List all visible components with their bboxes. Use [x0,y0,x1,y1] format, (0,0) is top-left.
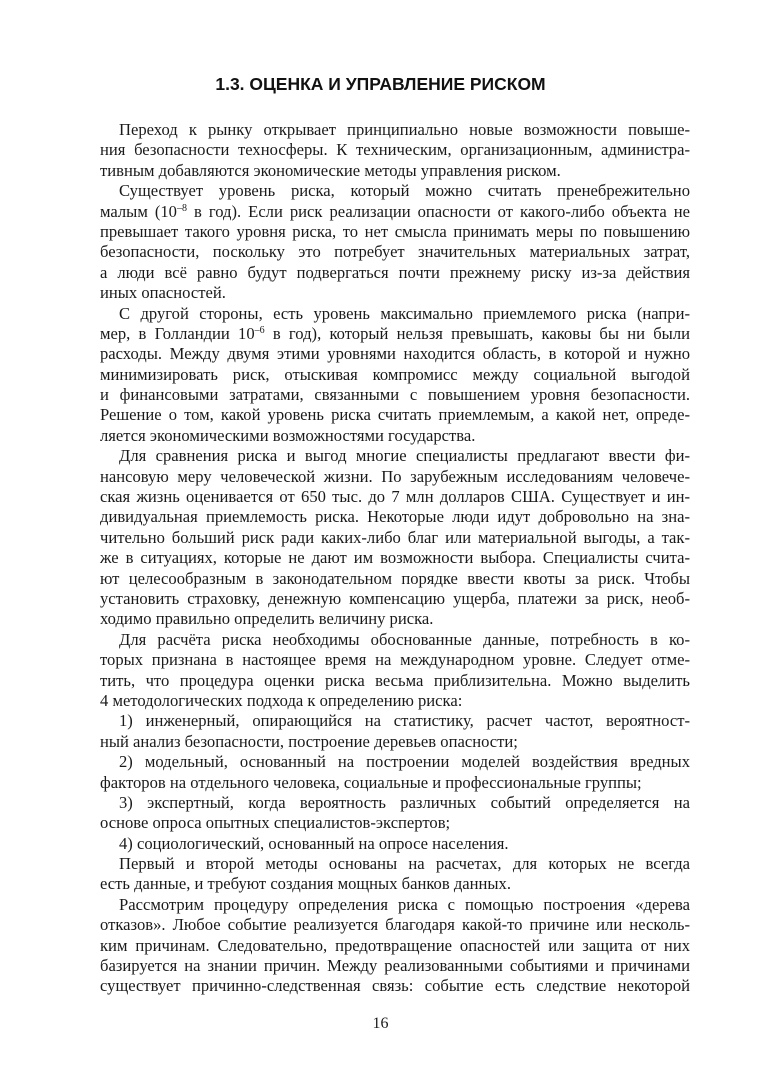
text-line: нансовую меру человеческой жизни. По зарубежным исследованиям человече- [100,466,690,486]
text-line: базируется на знании причин. Между реализованными событиями и причинами [100,956,690,976]
text-line: Переход к рынку открывает принципиально новые возможности повыше- [119,120,690,139]
text-line: безопасности, поскольку это потребует значительных материальных затрат, [100,242,690,262]
text-segment: в год), который нельзя превышать, каковы бы ни были [264,323,690,343]
text-line: 2) модельный, основанный на построении моделей воздействия вредных [119,752,690,772]
text-line: иных опасностей. [100,283,226,303]
text-line: 1) инженерный, опирающийся на статистику, расчет частот, вероятност- [119,711,690,731]
text-line: ляется экономическими возможностями государства. [100,425,476,445]
text-line: ния безопасности техносферы. К техническим, организационным, администра- [100,140,690,160]
text-line: факторов на отдельного человека, социальные и профессиональные группы; [100,772,642,792]
text-line: 4) социологический, основанный на опросе населения. [119,833,509,853]
text-line: 4 методологических подхода к определению риска: [100,690,463,710]
superscript-exponent: –6 [254,324,265,336]
text-line: дивидуальная приемлемость риска. Некоторые люди идут добровольно на зна- [100,507,690,527]
text-line: Первый и второй методы основаны на расчетах, для которых не всегда [119,854,690,874]
text-line: же в ситуациях, которые не дают им возможности выбора. Специалисты счита- [100,548,690,568]
superscript-exponent: –8 [176,202,187,214]
text-line: превышает такого уровня риска, то нет смысла принимать меры по повышению [100,221,690,241]
text-segment: мер, в Голландии 10 [100,323,255,343]
text-segment: в год). Если риск реализации опасности от какого-либо объекта не [186,201,690,221]
text-line: 3) экспертный, когда вероятность различных событий определяется на [119,792,690,812]
text-line: торых признана в настоящее время на международном уровне. Следует отме- [100,650,690,670]
text-line: чительно больший риск ради каких-либо благ или материальной выгоды, а так- [100,527,690,547]
text-line: расходы. Между двумя этими уровнями находится область, в которой и нужно [100,344,690,364]
text-line: ким причинам. Следовательно, предотвращение опасностей или защита от них [100,935,690,955]
text-line: ный анализ безопасности, построение деревьев опасности; [100,731,518,751]
text-line: существует причинно-следственная связь: событие есть следствие некоторой [100,976,690,996]
text-line: есть данные, и требуют создания мощных банков данных. [100,874,511,894]
text-line: Для расчёта риска необходимы обоснованные данные, потребность в ко- [119,629,690,649]
text-line [100,202,690,222]
text-line: Решение о том, какой уровень риска считать приемлемым, а какой нет, опреде- [100,405,690,425]
text-line: тивным добавляются экономические методы управления риском. [100,160,561,180]
text-line: и финансовыми затратами, связанными с повышением уровня безопасности. [100,385,690,405]
text-segment: малым (10 [100,201,177,221]
text-line: установить страховку, денежную компенсацию ущерба, платежи за риск, необ- [100,588,690,608]
text-line: С другой стороны, есть уровень максимально приемлемого риска (напри- [119,303,690,323]
text-line: Рассмотрим процедуру определения риска с помощью построения «дерева [119,894,690,914]
text-line: ская жизнь оценивается от 650 тыс. до 7 млн долларов США. Существует и ин- [100,487,690,507]
text-line [100,324,690,344]
section-heading: 1.3. ОЦЕНКА И УПРАВЛЕНИЕ РИСКОМ [215,74,546,94]
text-line: минимизировать риск, отыскивая компромисс между социальной выгодой [100,364,690,384]
text-line: основе опроса опытных специалистов-экспертов; [100,813,451,833]
text-line: ют целесообразным в законодательном порядке ввести квоты за риск. Чтобы [100,568,690,588]
text-line: Существует уровень риска, который можно считать пренебрежительно [119,181,690,201]
text-line: ходимо правильно определить величину риска. [100,609,434,629]
text-line: а люди всё равно будут подвергаться почти прежнему риску из-за действия [100,262,690,282]
page-number: 16 [372,1015,389,1032]
text-line: тить, что процедура оценки риска весьма приблизительна. Можно выделить [100,670,690,690]
body-text [100,120,690,997]
text-line: Для сравнения риска и выгод многие специалисты предлагают ввести фи- [119,446,690,466]
text-line: отказов». Любое событие реализуется благодаря какой-то причине или несколь- [100,915,690,935]
